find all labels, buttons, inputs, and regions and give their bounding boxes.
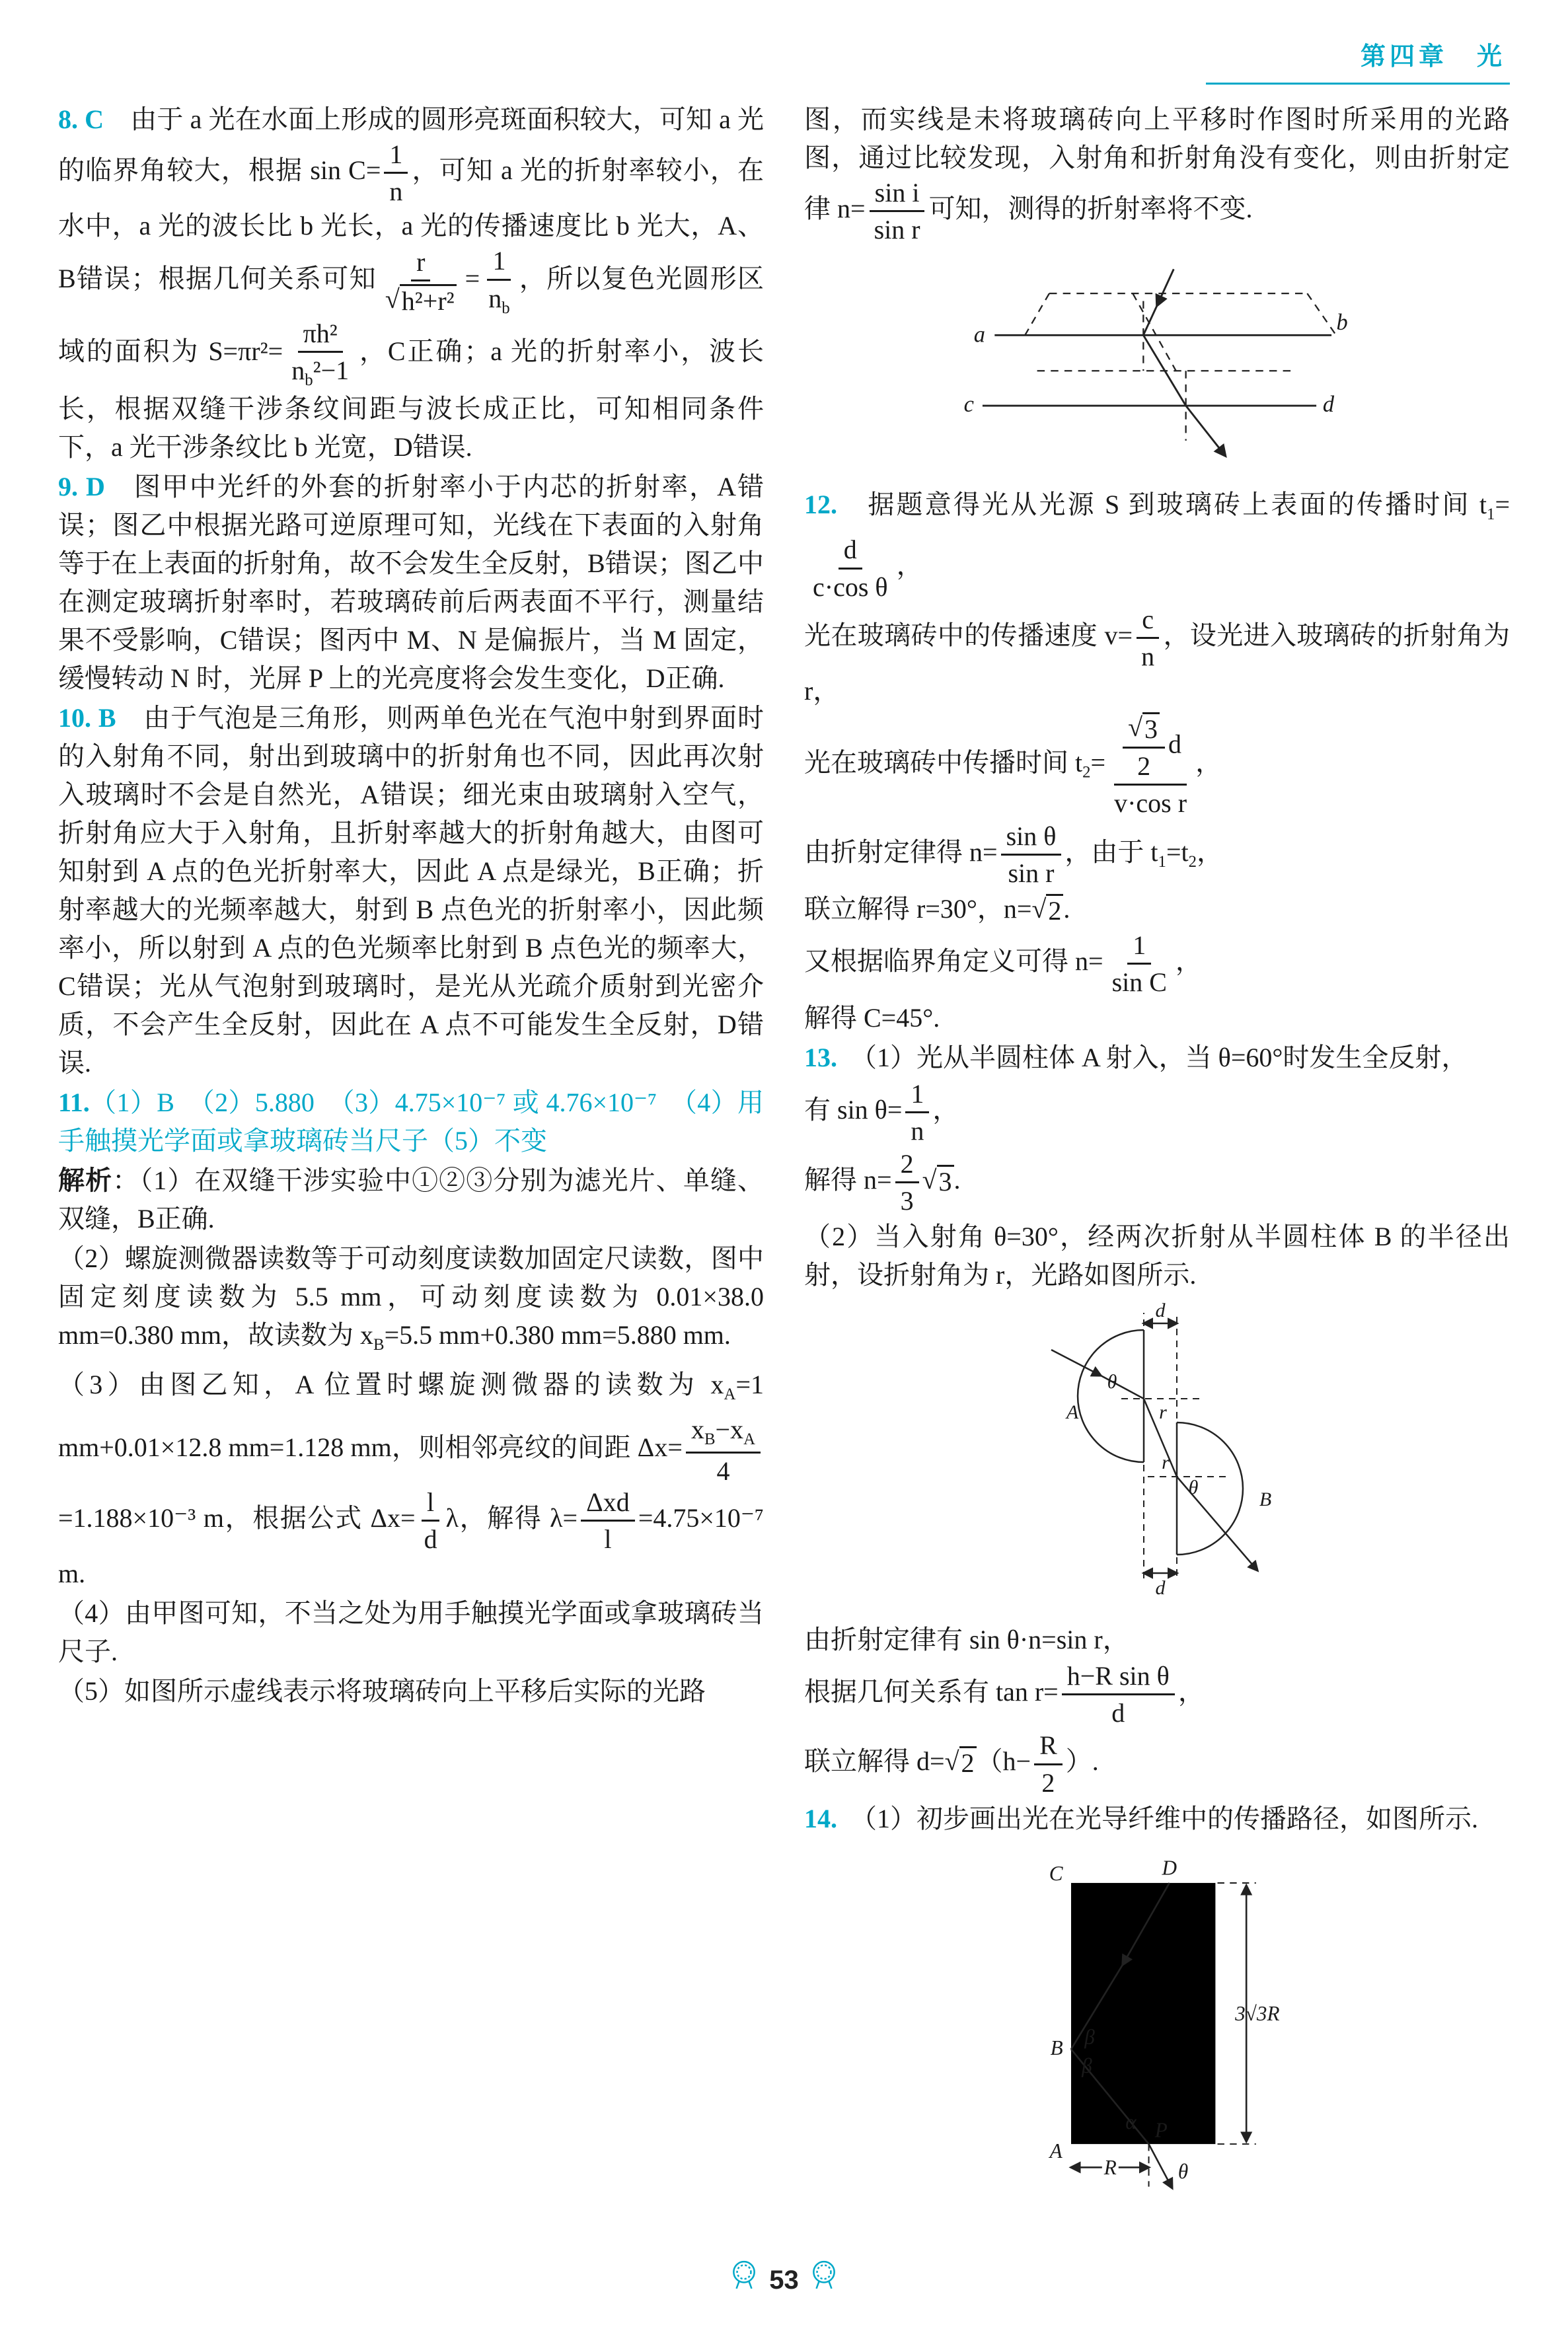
solution-13-step6: 根据几何关系有 tan r= $\frac{\text{h−R sin θ}}{d}$ ， xyxy=(804,1661,1205,1728)
label-theta-mid: θ xyxy=(1188,1477,1199,1498)
label-alpha: α xyxy=(1125,2110,1137,2133)
figure-glass-brick xyxy=(804,257,1510,472)
solution-12-step3: 光在玻璃砖中传播时间 $t_2=$ √ 3 2 d v·cos r ， xyxy=(804,712,1222,819)
label-r-in: r xyxy=(1159,1401,1167,1423)
solution-13-step3: 解得 n= $\frac{2}{3}$ √ 3 . xyxy=(804,1148,961,1216)
label-r-mid: r xyxy=(1162,1452,1170,1473)
solution-12-step4: 由折射定律得 n= $\frac{\text{sin θ}}{\text{sin r}}$ ，由于 $t_1=t_2$， xyxy=(804,821,1224,888)
solution-12-step5: 联立解得 r=30°，n= √ 2 . xyxy=(804,893,1070,926)
figure-optical-fiber xyxy=(804,1850,1510,2204)
solution-14-step1: 14. （1）初步画出光在光导纤维中的传播路径，如图所示. xyxy=(804,1803,1478,1833)
solution-9: 9. D 图甲中光纤的外套的折射率小于内芯的折射率，A错误；图乙中根据光路可逆原理可知，光线在下表面的入射角等于在上表面的折射角，故不会发生全反射，B错误；图乙中在测定玻璃折射率时，若玻璃砖前后两表面不平行，测量结果不受影响，C错误；图丙中 M、N 是偏振片，当 M 固定，缓慢转动 N 时，光屏 P 上的光亮度将会发生变化，D正确. xyxy=(58,472,765,694)
brick-surfaces xyxy=(983,336,1331,406)
label-R: R xyxy=(1103,2155,1117,2179)
analysis-11-part5-continued: 图，而实线是未将玻璃砖向上平移时作图时所采用的光路图，通过比较发现，入射角和折射角没有变化，则由折射定律 n= $\frac{\text{sin i}}{\text{sin r}}$ 可知，测得的折射率将不变. xyxy=(804,104,1510,245)
label-a: a xyxy=(973,322,985,348)
left-column xyxy=(58,99,764,1712)
answers-11: 11.（1）B （2）5.880 （3）4.75×10⁻⁷ 或 4.76×10⁻⁷ （4）用手触摸光学面或拿玻璃砖当尺子（5）不变 xyxy=(58,1088,764,1156)
solution-12-step6: 又根据临界角定义可得 n= $\frac{1}{\text{sin C}}$ ， xyxy=(804,930,1202,998)
label-B: B xyxy=(1259,1489,1272,1510)
chapter-title: 第四章 光 xyxy=(1360,43,1506,71)
page-ornament-right-icon xyxy=(809,2259,839,2301)
label-c: c xyxy=(963,392,974,418)
solution-13-step1: 13. （1）光从半圆柱体 A 射入，当 θ=60°时发生全反射， xyxy=(804,1043,1468,1073)
figure-semicylinders xyxy=(804,1300,1510,1607)
label-theta: θ xyxy=(1177,2159,1189,2183)
label-height: 3√3R xyxy=(1235,2001,1280,2025)
label-theta-in: θ xyxy=(1107,1371,1117,1393)
solution-8: 8. C 由于 a 光在水面上形成的圆形亮斑面积较大，可知 a 光的临界角较大，根据 sin C= $\frac{1}{n}$ ，可知 a 光的折射率较小，在水中，a 光的波长比 b 光长，a 光的传播速度比 b 光大，A、B错误；根据几何关系可知 r √ h²+r² = $\frac{1}{n_b}$ ，所以复色光圆形区域的面积为 S=πr²= $\frac{\text{πh²}}{n_b^2-1}$ ，C正确；a 光的折射率小，波长长，根据双缝干涉条纹间距与波长成正比，可知相同条件下，a 光干涉条纹比 b 光宽，D错误. xyxy=(58,104,765,462)
label-d-bottom: d xyxy=(1155,1577,1166,1599)
label-A: A xyxy=(1066,1401,1079,1423)
light-ray xyxy=(1051,1350,1257,1570)
analysis-11-part2: （2）螺旋测微器读数等于可动刻度读数加固定尺读数，图中固定刻度读数为 5.5 mm，可动刻度读数为 0.01×38.0 mm=0.380 mm，故读数为 $x_B=5.5$ mm+0.380 mm=5.880 mm. xyxy=(58,1243,764,1354)
label-A: A xyxy=(1049,2139,1063,2162)
solution-12-step7: 解得 C=45°. xyxy=(804,1003,940,1033)
label-B: B xyxy=(1050,2036,1063,2059)
glass-brick-diagram xyxy=(952,257,1362,462)
label-beta-upper: β xyxy=(1084,2025,1095,2049)
shifted-brick-dashed xyxy=(1025,293,1336,371)
solution-13-step7: 联立解得 d= √ 2 （h− $\frac{R}{2}$ ）. xyxy=(804,1730,1099,1798)
analysis-11-part5: （5）如图所示虚线表示将玻璃砖向上平移后实际的光路 xyxy=(58,1676,706,1707)
page-ornament-left-icon xyxy=(729,2259,759,2301)
light-ray xyxy=(1133,270,1225,456)
optical-fiber-diagram xyxy=(985,1850,1329,2194)
page-header xyxy=(58,30,1510,99)
solution-12-step2: 光在玻璃砖中的传播速度 v= $\frac{c}{n}$ ，设光进入玻璃砖的折射角为 r， xyxy=(804,604,1511,706)
analysis-11-part1: 解析：（1）在双缝干涉实验中①②③分别为滤光片、单缝、双缝，B正确. xyxy=(58,1165,765,1234)
chapter-block xyxy=(1206,37,1510,85)
solution-12-step1: 12. 据题意得光从光源 S 到玻璃砖上表面的传播时间 $t_1=$ $\frac{d}{\text{c·cos θ}}$ ， xyxy=(804,490,1510,602)
solution-10: 10. B 由于气泡是三角形，则两单色光在气泡中射到界面时的入射角不同，射出到玻璃中的折射角也不同，因此再次射入玻璃时不会是自然光，A错误；细光束由玻璃射入空气，折射角应大于入射角，且折射率越大的折射角越大，由图可知射到 A 点的色光折射率大，因此 A 点是绿光，B正确；折射率越大的光频率越大，射到 B 点色光的折射率小，因此频率小，所以射到 A 点的色光频率比射到 B 点色光的频率大，C错误；光从气泡射到玻璃时，是光从光疏介质射到光密介质，不会产生全反射，因此在 A 点不可能发生全反射，D错误. xyxy=(58,703,765,1078)
solution-13-step4: （2）当入射角 θ=30°，经两次折射从半圆柱体 B 的半径出射，设折射角为 r，光路如图所示. xyxy=(804,1222,1510,1290)
label-D: D xyxy=(1162,1856,1177,1880)
label-d: d xyxy=(1322,392,1335,418)
label-P: P xyxy=(1154,2118,1168,2142)
semicylinder-A xyxy=(1078,1330,1144,1462)
dimension-bottom xyxy=(1144,1465,1177,1578)
label-beta-lower: β xyxy=(1082,2053,1092,2077)
analysis-11-part3: （3）由图乙知，A 位置时螺旋测微器的读数为 $x_A=1$ mm+0.01×12.8 mm=1.128 mm，则相邻亮纹的间距 Δx= $\frac{x_B-x_A}{4}$ =1.188×10⁻³ m，根据公式 Δx= $\frac{l}{d}$ λ，解得 λ= $\frac{\text{Δxd}}{l}$ =4.75×10⁻⁷ m. xyxy=(58,1370,764,1589)
label-b: b xyxy=(1336,310,1348,336)
solution-13-step5: 由折射定律有 sin θ·n=sin r， xyxy=(804,1625,1129,1654)
page-number: 53 xyxy=(769,2266,799,2295)
content-columns xyxy=(58,99,1510,2242)
label-C: C xyxy=(1049,1861,1063,1885)
analysis-11-part4: （4）由甲图可知，不当之处为用手触摸光学面或拿玻璃砖当尺子. xyxy=(58,1598,764,1667)
semicylinders-diagram xyxy=(972,1300,1342,1599)
page-footer xyxy=(58,2242,1510,2301)
right-column xyxy=(804,99,1510,2217)
chapter-rule xyxy=(1206,83,1510,85)
solution-13-step2: 有 sin θ= $\frac{1}{n}$ ， xyxy=(804,1079,959,1146)
label-d-top: d xyxy=(1155,1300,1166,1321)
